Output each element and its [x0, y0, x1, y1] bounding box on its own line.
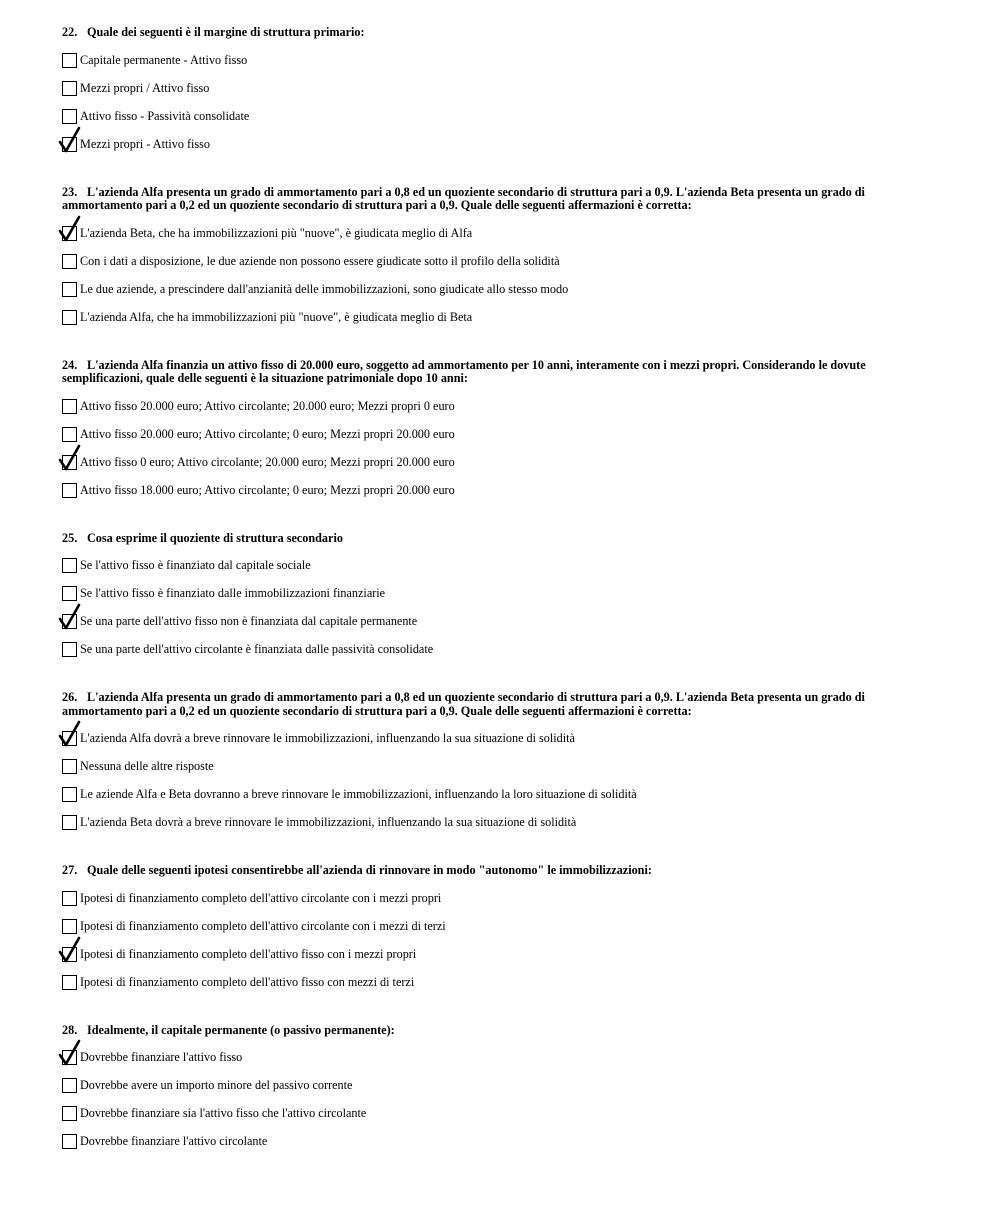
question-block [62, 26, 942, 164]
quiz-document [62, 26, 942, 1183]
answer-option[interactable] [62, 80, 942, 108]
answer-option-label: Attivo fisso 18.000 euro; Attivo circolante; 0 euro; Mezzi propri 20.000 euro [80, 482, 455, 497]
answer-option-label: Se una parte dell'attivo fisso non è finanziata dal capitale permanente [80, 614, 418, 628]
question-text: L'azienda Alfa presenta un grado di ammortamento pari a 0,8 ed un quoziente secondario di struttura pari a 0,9. L'azienda Beta presenta un grado di ammortamento pari a 0,2 ed un quoziente secondario di struttura pari a 0,9. Quale delle seguenti affermazioni è corretta: [62, 690, 865, 718]
checkbox-icon[interactable] [62, 919, 77, 934]
checkbox-icon[interactable] [62, 226, 77, 241]
question-block [62, 359, 942, 510]
question-text: L'azienda Alfa finanzia un attivo fisso di 20.000 euro, soggetto ad ammortamento per 10 anni, interamente con i mezzi propri. Considerando le dovute semplificazioni, quale delle seguenti è la situazione patrimoniale dopo 10 anni: [62, 357, 866, 385]
question-text: Quale delle seguenti ipotesi consentirebbe all'azienda di rinnovare in modo "autonomo" le immobilizzazioni: [87, 863, 652, 877]
checkbox-icon[interactable] [62, 586, 77, 601]
question-title [62, 864, 942, 878]
answer-option[interactable] [62, 1077, 942, 1105]
checkbox-icon[interactable] [62, 891, 77, 906]
question-number: 27. [62, 863, 78, 877]
answer-option[interactable] [62, 309, 942, 337]
answer-option-label: Nessuna delle altre risposte [80, 759, 214, 773]
answer-option[interactable] [62, 398, 942, 426]
check-mark-icon [59, 444, 81, 472]
checkbox-icon[interactable] [62, 1106, 77, 1121]
question-number: 22. [62, 25, 78, 39]
answer-option[interactable] [62, 786, 942, 814]
question-text: L'azienda Alfa presenta un grado di ammortamento pari a 0,8 ed un quoziente secondario di struttura pari a 0,9. L'azienda Beta presenta un grado di ammortamento pari a 0,2 ed un quoziente secondario di struttura pari a 0,9. Quale delle seguenti affermazioni è corretta: [62, 184, 865, 212]
question-number: 24. [62, 357, 78, 372]
answer-option-label: Dovrebbe finanziare l'attivo fisso [80, 1050, 243, 1064]
answer-option-label: Mezzi propri / Attivo fisso [80, 80, 210, 95]
answer-option-label: L'azienda Beta dovrà a breve rinnovare le immobilizzazioni, influenzando la sua situazione di solidità [80, 815, 577, 829]
checkbox-icon[interactable] [62, 787, 77, 802]
question-text: Idealmente, il capitale permanente (o passivo permanente): [87, 1022, 395, 1037]
answer-option[interactable] [62, 758, 942, 786]
question-number: 26. [62, 690, 78, 704]
answer-option-label: Se l'attivo fisso è finanziato dal capitale sociale [80, 558, 311, 572]
check-mark-icon [59, 720, 81, 748]
checkbox-icon[interactable] [62, 483, 77, 498]
checkbox-icon[interactable] [62, 975, 77, 990]
answer-option-label: Le due aziende, a prescindere dall'anzianità delle immobilizzazioni, sono giudicate allo stesso modo [80, 281, 569, 296]
answer-option-label: Ipotesi di finanziamento completo dell'attivo fisso con i mezzi propri [80, 946, 417, 961]
answer-option-label: Se una parte dell'attivo circolante è finanziata dalle passività consolidate [80, 642, 434, 656]
answer-option[interactable] [62, 225, 942, 253]
answer-option-label: Ipotesi di finanziamento completo dell'attivo circolante con i mezzi di terzi [80, 918, 446, 933]
answer-option[interactable] [62, 814, 942, 842]
checkbox-icon[interactable] [62, 815, 77, 830]
checkbox-icon[interactable] [62, 455, 77, 470]
answer-option[interactable] [62, 641, 942, 669]
answer-option[interactable] [62, 136, 942, 164]
checkbox-icon[interactable] [62, 399, 77, 414]
checkbox-icon[interactable] [62, 731, 77, 746]
answer-option-label: Con i dati a disposizione, le due aziende non possono essere giudicate sotto il profilo della solidità [80, 253, 560, 268]
question-block [62, 532, 942, 670]
question-title [62, 1024, 942, 1038]
answer-option[interactable] [62, 482, 942, 510]
answer-option-label: L'azienda Alfa dovrà a breve rinnovare le immobilizzazioni, influenzando la sua situazione di solidità [80, 731, 575, 745]
check-mark-icon [59, 1039, 81, 1067]
question-title [62, 691, 942, 718]
check-mark-icon [59, 936, 81, 964]
question-block [62, 186, 942, 337]
answer-option-label: Se l'attivo fisso è finanziato dalle immobilizzazioni finanziarie [80, 586, 386, 600]
question-text: Quale dei seguenti è il margine di struttura primario: [87, 25, 365, 39]
checkbox-icon[interactable] [62, 81, 77, 96]
checkbox-icon[interactable] [62, 642, 77, 657]
checkbox-icon[interactable] [62, 427, 77, 442]
question-number: 25. [62, 530, 78, 545]
checkbox-icon[interactable] [62, 137, 77, 152]
question-block [62, 864, 942, 1002]
answer-option[interactable] [62, 890, 942, 918]
answer-option[interactable] [62, 974, 942, 1002]
question-title [62, 532, 942, 546]
checkbox-icon[interactable] [62, 53, 77, 68]
answer-option[interactable] [62, 946, 942, 974]
answer-option-label: Capitale permanente - Attivo fisso [80, 52, 248, 67]
answer-option[interactable] [62, 1133, 942, 1161]
answer-option-label: Attivo fisso 0 euro; Attivo circolante; 20.000 euro; Mezzi propri 20.000 euro [80, 454, 455, 469]
checkbox-icon[interactable] [62, 109, 77, 124]
checkbox-icon[interactable] [62, 254, 77, 269]
answer-option[interactable] [62, 557, 942, 585]
checkbox-icon[interactable] [62, 1050, 77, 1065]
checkbox-icon[interactable] [62, 282, 77, 297]
question-text: Cosa esprime il quoziente di struttura secondario [87, 530, 343, 545]
answer-option-label: L'azienda Alfa, che ha immobilizzazioni più "nuove", è giudicata meglio di Beta [80, 309, 473, 324]
check-mark-icon [59, 126, 81, 154]
question-number: 28. [62, 1022, 78, 1037]
answer-option-label: Dovrebbe finanziare sia l'attivo fisso che l'attivo circolante [80, 1106, 367, 1120]
answer-option-label: Attivo fisso - Passività consolidate [80, 108, 250, 123]
checkbox-icon[interactable] [62, 947, 77, 962]
answer-option[interactable] [62, 108, 942, 136]
answer-option[interactable] [62, 613, 942, 641]
answer-option[interactable] [62, 585, 942, 613]
answer-option[interactable] [62, 253, 942, 281]
question-block [62, 691, 942, 842]
check-mark-icon [59, 603, 81, 631]
answer-option[interactable] [62, 426, 942, 454]
answer-option-label: Dovrebbe avere un importo minore del passivo corrente [80, 1078, 353, 1092]
answer-option[interactable] [62, 454, 942, 482]
answer-option-label: Ipotesi di finanziamento completo dell'attivo fisso con mezzi di terzi [80, 974, 415, 989]
checkbox-icon[interactable] [62, 558, 77, 573]
checkbox-icon[interactable] [62, 614, 77, 629]
check-mark-icon [59, 215, 81, 243]
checkbox-icon[interactable] [62, 1134, 77, 1149]
answer-option-label: Le aziende Alfa e Beta dovranno a breve rinnovare le immobilizzazioni, influenzando la loro situazione di solidità [80, 787, 637, 801]
answer-option-label: Dovrebbe finanziare l'attivo circolante [80, 1134, 268, 1148]
answer-option-label: Attivo fisso 20.000 euro; Attivo circolante; 20.000 euro; Mezzi propri 0 euro [80, 398, 455, 413]
question-title [62, 359, 942, 386]
answer-option-label: Ipotesi di finanziamento completo dell'attivo circolante con i mezzi propri [80, 890, 442, 905]
answer-option-label: L'azienda Beta, che ha immobilizzazioni più "nuove", è giudicata meglio di Alfa [80, 225, 473, 240]
question-number: 23. [62, 184, 78, 199]
question-title [62, 26, 942, 40]
question-title [62, 186, 942, 213]
checkbox-icon[interactable] [62, 759, 77, 774]
question-block [62, 1024, 942, 1162]
checkbox-icon[interactable] [62, 310, 77, 325]
answer-option-label: Attivo fisso 20.000 euro; Attivo circolante; 0 euro; Mezzi propri 20.000 euro [80, 426, 455, 441]
answer-option[interactable] [62, 730, 942, 758]
answer-option[interactable] [62, 281, 942, 309]
checkbox-icon[interactable] [62, 1078, 77, 1093]
answer-option[interactable] [62, 1105, 942, 1133]
answer-option[interactable] [62, 1049, 942, 1077]
answer-option[interactable] [62, 52, 942, 80]
answer-option-label: Mezzi propri - Attivo fisso [80, 136, 210, 151]
answer-option[interactable] [62, 918, 942, 946]
